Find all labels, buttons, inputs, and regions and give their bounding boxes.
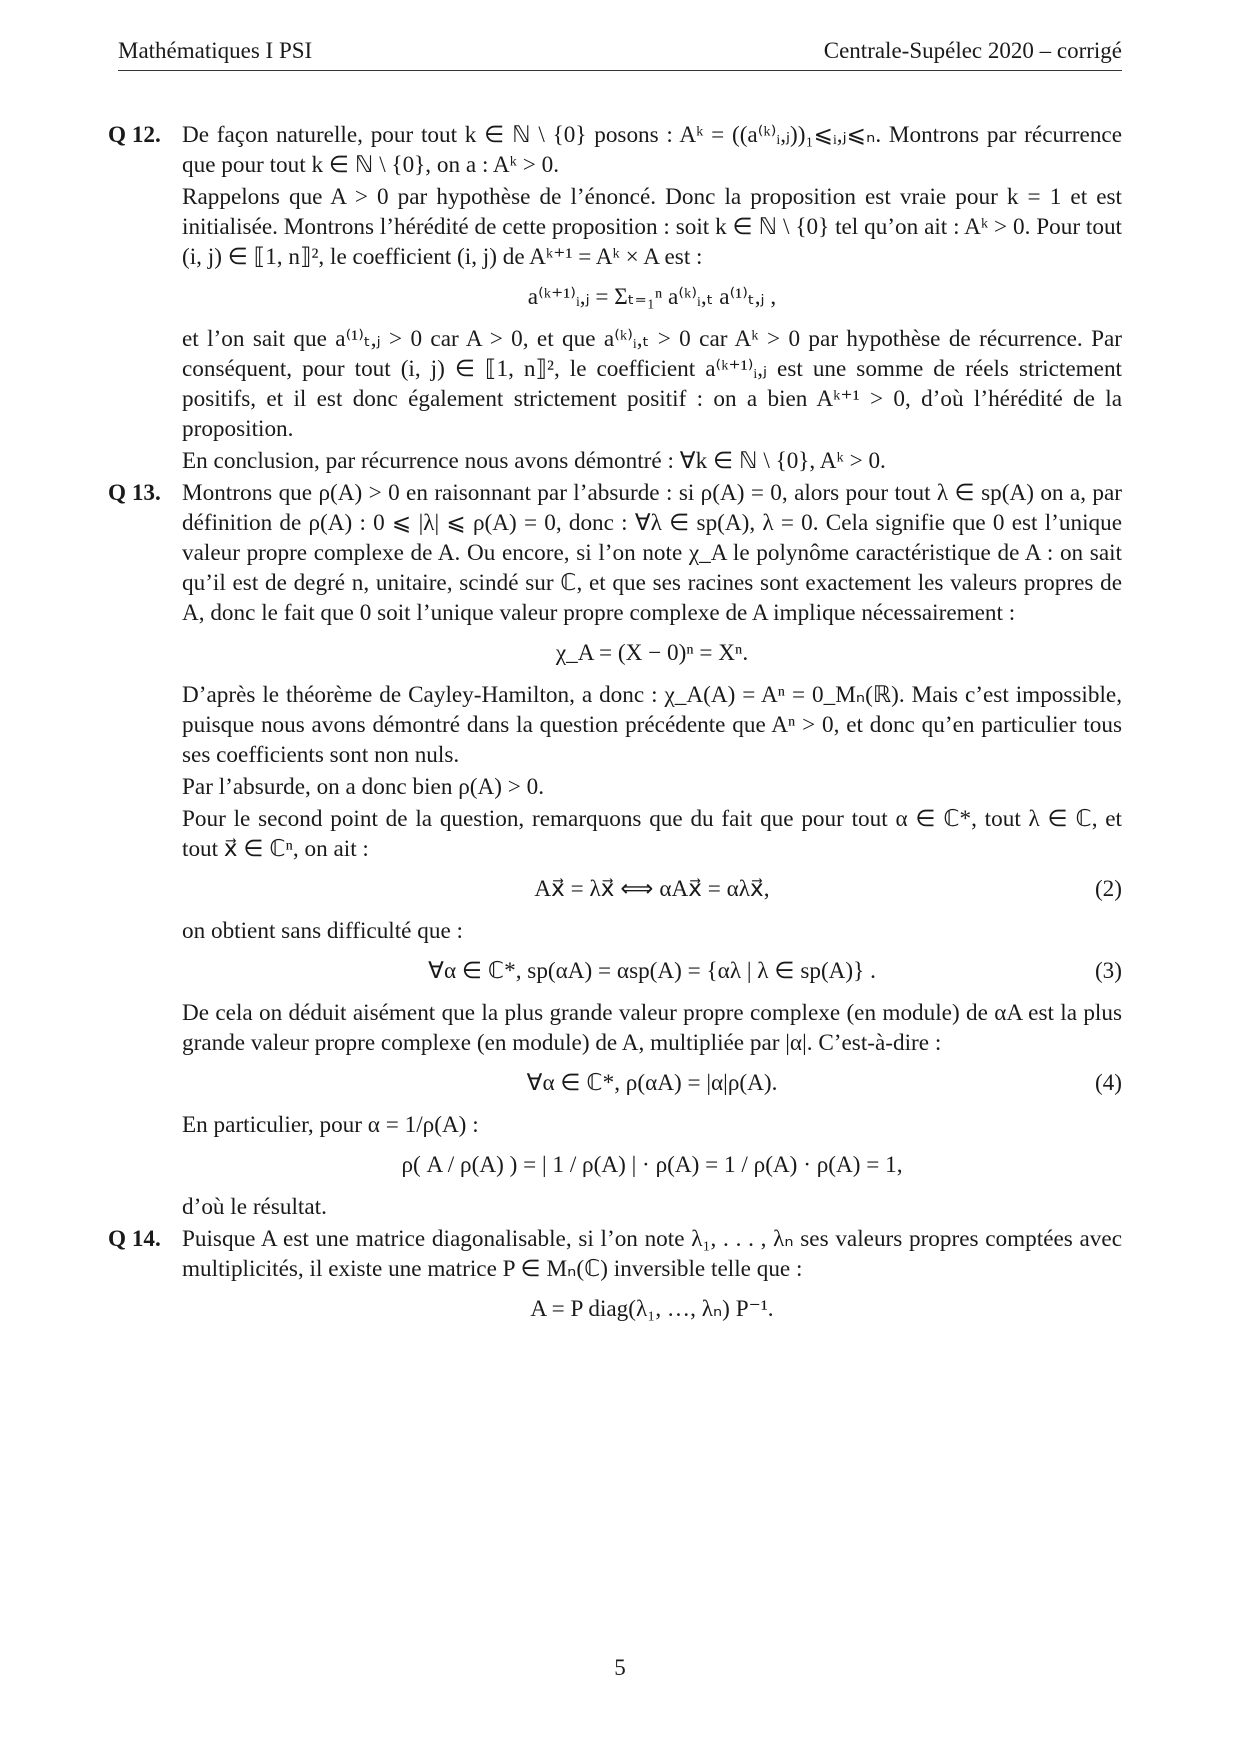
q13-equation-3 — [182, 956, 1122, 986]
q13-equation-3-body: ∀α ∈ ℂ*, sp(αA) = αsp(A) = {αλ | λ ∈ sp(A)} . — [428, 958, 876, 984]
question-14-label: Q 14. — [108, 1226, 161, 1252]
body-content — [108, 120, 1122, 1336]
q14-equation-1: A = P diag(λ₁, …, λₙ) P⁻¹. — [530, 1296, 774, 1322]
q13-equation-4-body: ∀α ∈ ℂ*, ρ(αA) = |α|ρ(A). — [526, 1070, 778, 1096]
question-14 — [108, 1224, 1122, 1324]
q13-equation-2 — [182, 874, 1122, 904]
q13-paragraph-4: Pour le second point de la question, remarquons que du fait que pour tout α ∈ ℂ*, tout λ ∈ ℂ, et tout x⃗ ∈ ℂⁿ, on ait : — [182, 806, 1122, 862]
page-number: 5 — [614, 1655, 626, 1680]
q13-paragraph-7: En particulier, pour α = 1/ρ(A) : — [182, 1112, 479, 1138]
equation-number-3: (3) — [1094, 958, 1122, 984]
q13-paragraph-8: d’où le résultat. — [182, 1194, 327, 1220]
header-right: Centrale-Supélec 2020 – corrigé — [823, 38, 1122, 63]
header-left: Mathématiques I PSI — [118, 38, 313, 63]
question-12 — [108, 120, 1122, 476]
q12-paragraph-3: et l’on sait que a⁽¹⁾ₜ,ⱼ > 0 car A > 0, et que a⁽ᵏ⁾ᵢ,ₜ > 0 car Aᵏ > 0 par hypothèse de récurrence. Par conséquent, pour tout (i, j) ∈ ⟦1, n⟧², le coefficient a⁽ᵏ⁺¹⁾ᵢ,ⱼ est une somme de réels strictement positifs, et il est donc également strictement positif : on a bien Aᵏ⁺¹ > 0, d’où l’hérédité de la proposition. — [182, 326, 1122, 442]
q12-equation-1: a⁽ᵏ⁺¹⁾ᵢ,ⱼ = Σₜ₌₁ⁿ a⁽ᵏ⁾ᵢ,ₜ a⁽¹⁾ₜ,ⱼ , — [527, 284, 777, 310]
q12-paragraph-1: De façon naturelle, pour tout k ∈ ℕ \ {0} posons : Aᵏ = ((a⁽ᵏ⁾ᵢ,ⱼ))₁⩽ᵢ,ⱼ⩽ₙ. Montrons par récurrence que pour tout k ∈ ℕ \ {0}, on a : Aᵏ > 0. — [182, 122, 1122, 178]
equation-number-2: (2) — [1094, 876, 1122, 902]
equation-number-4: (4) — [1094, 1070, 1122, 1096]
q14-paragraph-1: Puisque A est une matrice diagonalisable, si l’on note λ₁, . . . , λₙ ses valeurs propres comptées avec multiplicités, il existe une matrice P ∈ Mₙ(ℂ) inversible telle que : — [182, 1226, 1122, 1282]
q13-paragraph-1: Montrons que ρ(A) > 0 en raisonnant par l’absurde : si ρ(A) = 0, alors pour tout λ ∈ sp(A) on a, par définition de ρ(A) : 0 ⩽ |λ| ⩽ ρ(A) = 0, donc : ∀λ ∈ sp(A), λ = 0. Cela signifie que 0 est l’unique valeur propre complexe de A. Ou encore, si l’on note χ_A le polynôme caractéristique de A : on sait qu’il est de degré n, unitaire, scindé sur ℂ, et que ses racines sont exactement les valeurs propres de A, donc le fait que 0 soit l’unique valeur propre complexe de A implique nécessairement : — [182, 480, 1122, 626]
q13-equation-5: ρ( A / ρ(A) ) = | 1 / ρ(A) | · ρ(A) = 1 / ρ(A) · ρ(A) = 1, — [401, 1152, 903, 1178]
q13-equation-2-body: Ax⃗ = λx⃗ ⟺ αAx⃗ = αλx⃗, — [534, 876, 770, 902]
q13-equation-1: χ_A = (X − 0)ⁿ = Xⁿ. — [555, 640, 749, 666]
q13-paragraph-3: Par l’absurde, on a donc bien ρ(A) > 0. — [182, 774, 545, 800]
q13-paragraph-6: De cela on déduit aisément que la plus grande valeur propre complexe (en module) de αA est la plus grande valeur propre complexe (en module) de A, multipliée par |α|. C’est-à-dire : — [182, 1000, 1122, 1056]
q13-equation-4 — [182, 1068, 1122, 1098]
running-header — [118, 38, 1122, 72]
question-13-label: Q 13. — [108, 480, 161, 506]
q12-paragraph-2: Rappelons que A > 0 par hypothèse de l’énoncé. Donc la proposition est vraie pour k = 1 et est initialisée. Montrons l’hérédité de cette proposition : soit k ∈ ℕ \ {0} tel qu’on ait : Aᵏ > 0. Pour tout (i, j) ∈ ⟦1, n⟧², le coefficient (i, j) de Aᵏ⁺¹ = Aᵏ × A est : — [182, 184, 1122, 270]
q12-paragraph-4: En conclusion, par récurrence nous avons démontré : ∀k ∈ ℕ \ {0}, Aᵏ > 0. — [182, 448, 886, 474]
header-rule — [118, 70, 1122, 71]
question-13 — [108, 478, 1122, 1222]
q13-paragraph-5: on obtient sans difficulté que : — [182, 918, 463, 944]
q13-paragraph-2: D’après le théorème de Cayley-Hamilton, a donc : χ_A(A) = Aⁿ = 0_Mₙ(ℝ). Mais c’est impossible, puisque nous avons démontré dans la question précédente que Aⁿ > 0, et donc qu’en particulier tous ses coefficients sont non nuls. — [182, 682, 1122, 768]
question-12-label: Q 12. — [108, 122, 161, 148]
